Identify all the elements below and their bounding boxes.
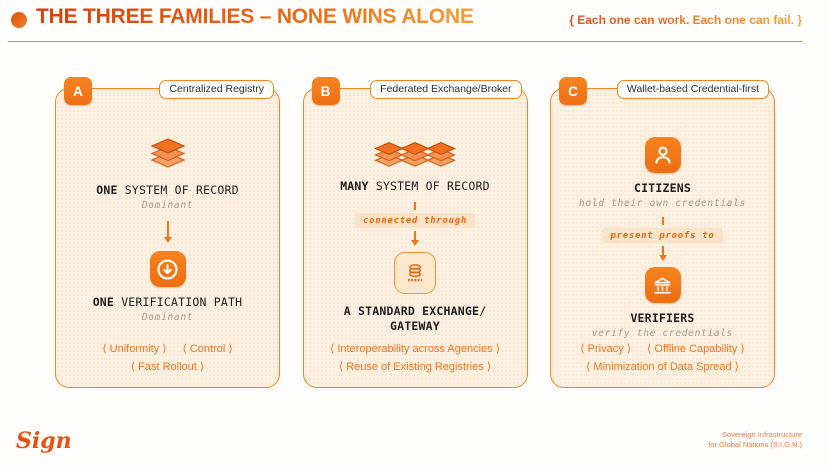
bullet-icon xyxy=(11,12,27,28)
node-standard-exchange-gateway: A STANDARD EXCHANGE/ GATEWAY xyxy=(343,304,487,333)
header-divider xyxy=(8,41,802,42)
tab-federated-exchange: Federated Exchange/Broker xyxy=(370,80,521,99)
node-caption: verify the credentials xyxy=(591,328,734,339)
node-one-verification-path: ONE VERIFICATION PATH xyxy=(92,295,243,309)
feature-tag: ⟨ Control ⟩ xyxy=(182,343,233,355)
cards-row xyxy=(55,83,775,388)
card-federated-exchange xyxy=(303,83,528,388)
flow-arrow-icon xyxy=(411,231,419,246)
connector-label: present proofs to xyxy=(602,228,722,243)
footer-caption xyxy=(708,430,802,450)
feature-tag: ⟨ Offline Capability ⟩ xyxy=(647,343,745,355)
flow-arrow-icon xyxy=(164,221,172,243)
flow-arrow-icon xyxy=(659,246,667,261)
badge-b: B xyxy=(312,77,340,105)
card-wallet-credential xyxy=(550,83,775,388)
node-many-system-of-record: MANY SYSTEM OF RECORD xyxy=(340,179,490,193)
header-subtitle: { Each one can work. Each one can fail. } xyxy=(569,13,802,27)
node-one-system-of-record: ONE SYSTEM OF RECORD xyxy=(96,183,239,197)
page-title: THE THREE FAMILIES – NONE WINS ALONE xyxy=(36,5,474,28)
badge-a: A xyxy=(64,77,92,105)
card-centralized-registry xyxy=(55,83,280,388)
layers-stack-icon xyxy=(149,137,187,173)
tab-centralized-registry: Centralized Registry xyxy=(159,80,274,99)
bank-icon xyxy=(645,267,681,303)
node-caption: hold their own credentials xyxy=(579,198,746,209)
citizen-icon xyxy=(645,137,681,173)
node-caption: Dominant xyxy=(141,312,194,323)
multi-layers-icon xyxy=(376,141,454,167)
download-badge-icon xyxy=(150,251,186,287)
connector-label: connected through xyxy=(355,213,475,228)
connector-line xyxy=(414,202,416,210)
sign-logo: Sign xyxy=(16,428,72,454)
badge-c: C xyxy=(559,77,587,105)
feature-tags xyxy=(551,342,774,373)
feature-tag: ⟨ Reuse of Existing Registries ⟩ xyxy=(338,361,492,373)
feature-tag: ⟨ Minimization of Data Spread ⟩ xyxy=(586,361,739,373)
feature-tag: ⟨ Privacy ⟩ xyxy=(580,343,632,355)
footer-caption-line2: for Global Nations (S.I.G.N.) xyxy=(708,439,802,449)
feature-tag: ⟨ Interoperability across Agencies ⟩ xyxy=(329,343,500,355)
feature-tags xyxy=(304,342,527,373)
connector-line xyxy=(662,217,664,225)
node-verifiers: VERIFIERS xyxy=(630,311,695,325)
feature-tag: ⟨ Fast Rollout ⟩ xyxy=(130,361,205,373)
node-citizens: CITIZENS xyxy=(634,181,691,195)
tab-wallet-credential: Wallet-based Credential-first xyxy=(617,80,769,99)
node-caption: Dominant xyxy=(141,200,194,211)
feature-tag: ⟨ Uniformity ⟩ xyxy=(102,343,167,355)
footer-caption-line1: Sovereign Infrastructure xyxy=(721,429,802,439)
feature-tags xyxy=(56,342,279,373)
gateway-icon xyxy=(394,252,436,294)
